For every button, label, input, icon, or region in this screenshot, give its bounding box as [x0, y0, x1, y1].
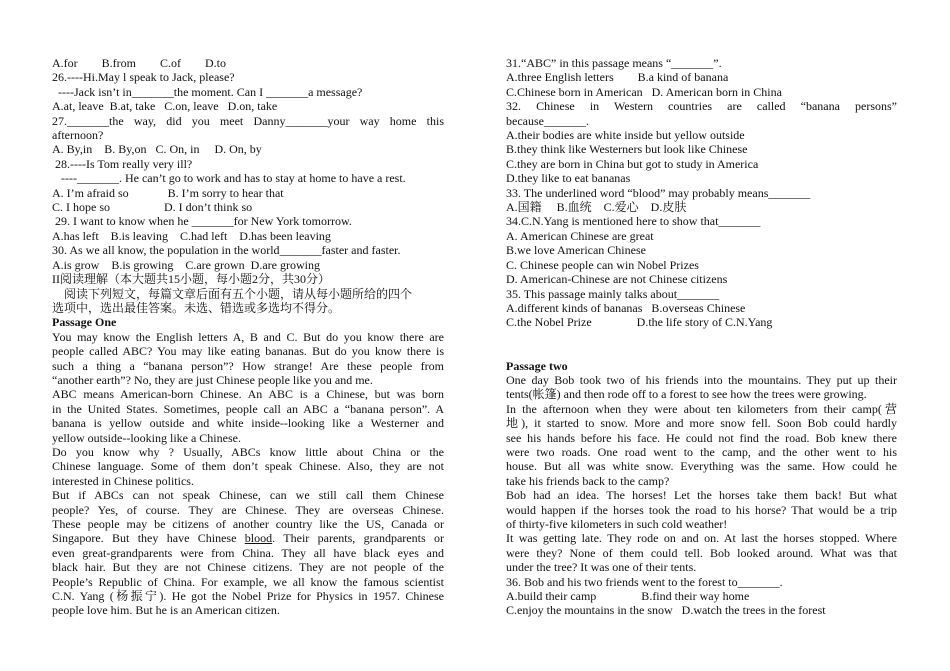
- passage-one-line: interested in Chinese politics.: [52, 473, 194, 488]
- passage-one-text: Singapore. But they have Chinese: [52, 531, 245, 546]
- q31-options-ab: A.three English letters B.a kind of banana: [506, 70, 729, 85]
- q31-options-cd: C.Chinese born in American D. American born in China: [506, 84, 782, 99]
- q33-options: A.国籍 B.血统 C.爱心 D.皮肤: [506, 200, 687, 215]
- q30-options: A.is grow B.is growing C.are grown D.are growing: [52, 257, 320, 272]
- passage-one-line: ABC means American-born Chinese. An ABC is a Chinese, but was born: [52, 387, 444, 402]
- passage-two-line: tents(帐篷) and then rode off to a forest to see how the trees were growing.: [506, 387, 867, 402]
- q28-options-cd: C. I hope so D. I don’t think so: [52, 200, 253, 215]
- passage-one-line: yellow outside--looking like a Chinese.: [52, 430, 241, 445]
- q29-question: 29. I want to know when he _______for New York tomorrow.: [52, 214, 352, 229]
- passage-one-line: Do you know why ? Usually, ABCs know little about China or the: [52, 444, 444, 459]
- q27-question: 27._______the way, did you meet Danny_______your way home this: [52, 113, 444, 128]
- passage-two-line: One day Bob took two of his friends into the mountains. They put up their: [506, 372, 897, 387]
- passage-one-line: people love him. But he is an American citizen.: [52, 603, 280, 618]
- passage-one-line: You may know the English letters A, B and C. But do you know there are: [52, 329, 444, 344]
- q26-question: 26.----Hi.May l speak to Jack, please?: [52, 70, 235, 85]
- q34-option-d: D. American-Chinese are not Chinese citizens: [506, 272, 728, 287]
- q34-option-a: A. American Chinese are great: [506, 228, 654, 243]
- passage-one-text: . Their parents, grandparents or: [272, 531, 444, 546]
- spacer: [506, 344, 897, 358]
- passage-two-line: were two roads. One road went to the camp, and the other went to his: [506, 444, 897, 459]
- passage-one-blood-line: [52, 531, 444, 545]
- q28-question: 28.----Is Tom really very ill?: [52, 156, 193, 171]
- spacer: [506, 330, 897, 344]
- q28-options-ab: A. I’m afraid so B. I’m sorry to hear that: [52, 185, 284, 200]
- q36-question: 36. Bob and his two friends went to the forest to_______.: [506, 574, 783, 589]
- q27-options: A. By,in B. By,on C. On, in D. On, by: [52, 142, 262, 157]
- passage-two-line: It was getting late. They rode on and on. At last the horses stopped. Where: [506, 531, 897, 546]
- passage-one-line: Chinese language. Some of them don’t speak Chinese. Also, they are not: [52, 459, 444, 474]
- q31-question: 31.“ABC” in this passage means “_______”.: [506, 56, 722, 70]
- q35-options-cd: C.the Nobel Prize D.the life story of C.N.Yang: [506, 315, 773, 330]
- passage-one-line: even great-grandparents were from China. They all have black eyes and: [52, 545, 444, 560]
- passage-one-line: People’s Republic of China. For example, we all know the famous scientist: [52, 574, 444, 589]
- q29-options: A.has left B.is leaving C.had left D.has been leaving: [52, 228, 331, 243]
- passage-one-line: But if ABCs can not speak Chinese, can we still call them Chinese: [52, 488, 444, 503]
- passage-two-line: In the afternoon when they were about ten kilometers from their camp(营: [506, 401, 897, 416]
- q27-question-line2: afternoon?: [52, 128, 104, 143]
- q35-question: 35. This passage mainly talks about_______: [506, 286, 720, 301]
- q34-question: 34.C.N.Yang is mentioned here to show that_______: [506, 214, 761, 229]
- q32-option-c: C.they are born in China but got to study in America: [506, 156, 759, 171]
- q32-question: 32. Chinese in Western countries are called “banana persons”: [506, 99, 897, 114]
- passage-two-line: of thirty-five kilometers in such cold weather!: [506, 516, 728, 531]
- passage-two-title: Passage two: [506, 358, 568, 373]
- passage-two-line: would happen if the horses took the road to his horse? That would be a trip: [506, 502, 897, 517]
- q32-option-d: D.they like to eat bananas: [506, 171, 631, 186]
- passage-two-line: see his hands before his face. He could not find the road. Bob knew there: [506, 430, 897, 445]
- passage-one-line: black hair. But they are not Chinese citizens. They are not people of the: [52, 560, 444, 575]
- passage-one-line: in the United States. Sometimes, people call an ABC a “banana person”. A: [52, 401, 444, 416]
- section2-instruction: 阅读下列短文，每篇文章后面有五个小题，请从每小题所给的四个: [52, 286, 413, 301]
- q28-answer-stem: ----_______. He can’t go to work and has to stay at home to have a rest.: [52, 171, 406, 186]
- passage-one-line: C.N. Yang (杨振宁). He got the Nobel Prize for Physics in 1957. Chinese: [52, 589, 444, 604]
- passage-one-title: Passage One: [52, 315, 117, 330]
- passage-one-line: people? Yes, of course. They are Chinese. They are overseas Chinese.: [52, 502, 444, 517]
- q36-options-ab: A.build their camp B.find their way home: [506, 589, 750, 603]
- q30-question: 30. As we all know, the population in the world_______faster and faster.: [52, 243, 401, 258]
- passage-one-line: banana is yellow outside and white inside--looking like a Westerner and: [52, 416, 444, 431]
- q32-option-b: B.they think like Westerners but look like Chinese: [506, 142, 748, 157]
- q32-option-a: A.their bodies are white inside but yellow outside: [506, 128, 745, 143]
- q25-options: A.for B.from C.of D.to: [52, 56, 226, 70]
- q33-question: 33. The underlined word “blood” may probably means_______: [506, 185, 811, 200]
- passage-two-line: 地), it started to snow. More and more snow fell. Soon Bob could hardly: [506, 416, 897, 431]
- section2-heading: II阅读理解（本大题共15小题，每小题2分，共30分）: [52, 272, 330, 287]
- section2-instruction-line2: 选项中，选出最佳答案。未选、错选或多选均不得分。: [52, 300, 341, 315]
- q26-question-line2: ----Jack isn’t in_______the moment. Can I _______a message?: [52, 84, 363, 99]
- passage-one-line: people called ABC? You may like eating bananas. But do you know there is: [52, 344, 444, 359]
- q34-option-b: B.we love American Chinese: [506, 243, 646, 258]
- right-column: [506, 56, 897, 618]
- passage-one-line: These people may be citizens of another country like the US, Canada or: [52, 517, 444, 531]
- passage-two-line: house. But all was white snow. Everything was the same. How could he: [506, 459, 897, 474]
- passage-two-line: were they? None of them could tell. Bob looked around. What was that: [506, 545, 897, 560]
- passage-two-line: under the tree? It was one of their tents.: [506, 560, 697, 575]
- passage-one-line: such a thing a “banana person”? How strange! Are these people from: [52, 358, 444, 373]
- passage-two-line: Bob had an idea. The horses! Let the horses take them back! But what: [506, 488, 897, 503]
- q36-options-cd: C.enjoy the mountains in the snow D.watch the trees in the forest: [506, 603, 826, 618]
- q35-options-ab: A.different kinds of bananas B.overseas Chinese: [506, 300, 746, 315]
- passage-two-line: take his friends back to the camp?: [506, 473, 670, 488]
- q34-option-c: C. Chinese people can win Nobel Prizes: [506, 257, 699, 272]
- left-column: [52, 56, 444, 618]
- underlined-word-blood: blood: [244, 531, 273, 546]
- passage-one-line: “another earth”? No, they are just Chinese people like you and me.: [52, 372, 373, 387]
- q32-question-line2: because_______.: [506, 113, 589, 128]
- q26-options: A.at, leave B.at, take C.on, leave D.on, take: [52, 99, 278, 114]
